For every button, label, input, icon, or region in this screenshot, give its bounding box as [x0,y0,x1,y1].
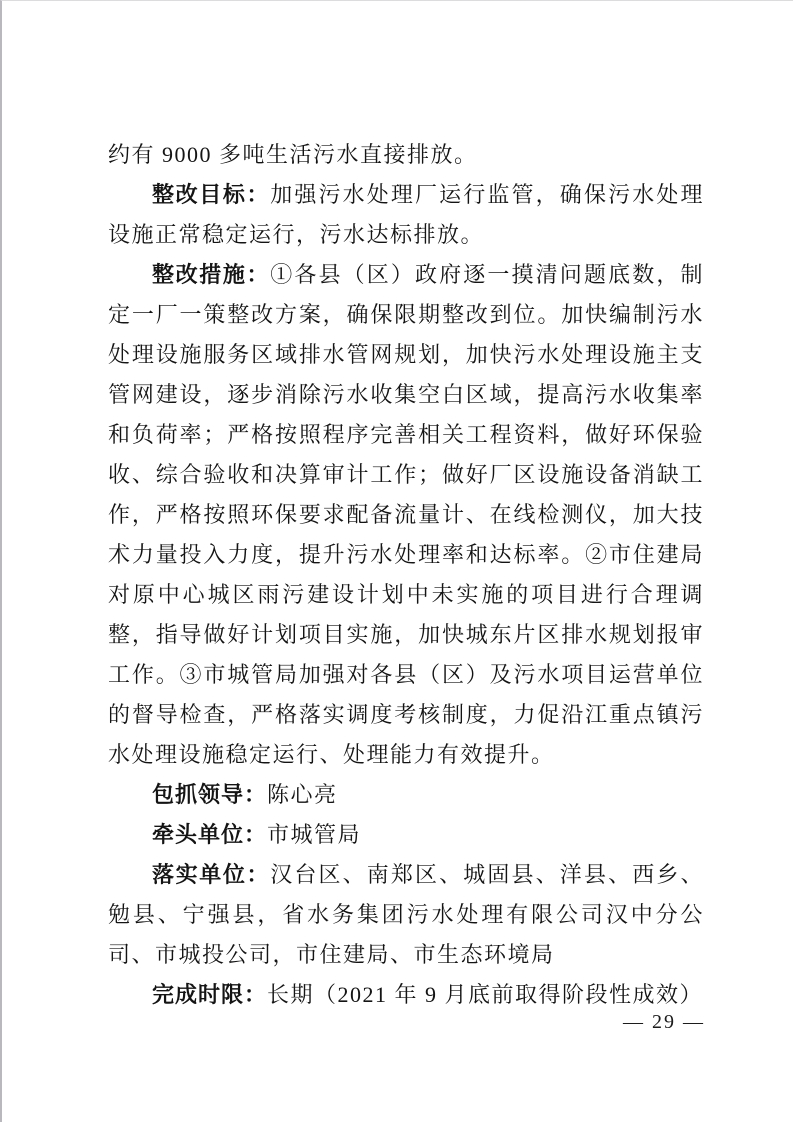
paragraph-label: 包抓领导： [152,782,268,807]
paragraph-label: 牵头单位： [152,822,268,847]
paragraph [108,255,704,775]
paragraph [108,815,704,855]
paragraph-text: 长期（2021 年 9 月底前取得阶段性成效） [267,982,704,1007]
page-number: — 29 — [623,1011,705,1033]
paragraph [108,135,704,175]
paragraph-label: 完成时限： [152,982,268,1007]
paragraph-label: 整改措施： [152,262,271,287]
paragraph-text: 市城管局 [267,822,362,847]
paragraph [108,775,704,815]
paragraph-text: 汉台区、南郑区、城固县、洋县、西乡、勉县、宁强县，省水务集团污水处理有限公司汉中分公司、市城投公司，市住建局、市生态环境局 [108,862,704,967]
paragraph [108,975,704,1015]
paragraph-label: 落实单位： [152,862,271,887]
document-body [108,135,704,1015]
paragraph-text: ①各县（区）政府逐一摸清问题底数，制定一厂一策整改方案，确保限期整改到位。加快编制污水处理设施服务区域排水管网规划，加快污水处理设施主支管网建设，逐步消除污水收集空白区域，提高污水收集率和负荷率；严格按照程序完善相关工程资料，做好环保验收、综合验收和决算审计工作；做好厂区设施设备消缺工作，严格按照环保要求配备流量计、在线检测仪，加大技术力量投入力度，提升污水处理率和达标率。②市住建局对原中心城区雨污建设计划中未实施的项目进行合理调整，指导做好计划项目实施，加快城东片区排水规划报审工作。③市城管局加强对各县（区）及污水项目运营单位的督导检查，严格落实调度考核制度，力促沿江重点镇污水处理设施稳定运行、处理能力有效提升。 [108,262,704,767]
paragraph [108,855,704,975]
paragraph-label: 整改目标： [152,182,271,207]
paragraph-text: 约有 9000 多吨生活污水直接排放。 [108,142,478,167]
paragraph-text: 加强污水处理厂运行监管，确保污水处理设施正常稳定运行，污水达标排放。 [108,182,704,247]
paragraph [108,175,704,255]
paragraph-text: 陈心亮 [267,782,338,807]
